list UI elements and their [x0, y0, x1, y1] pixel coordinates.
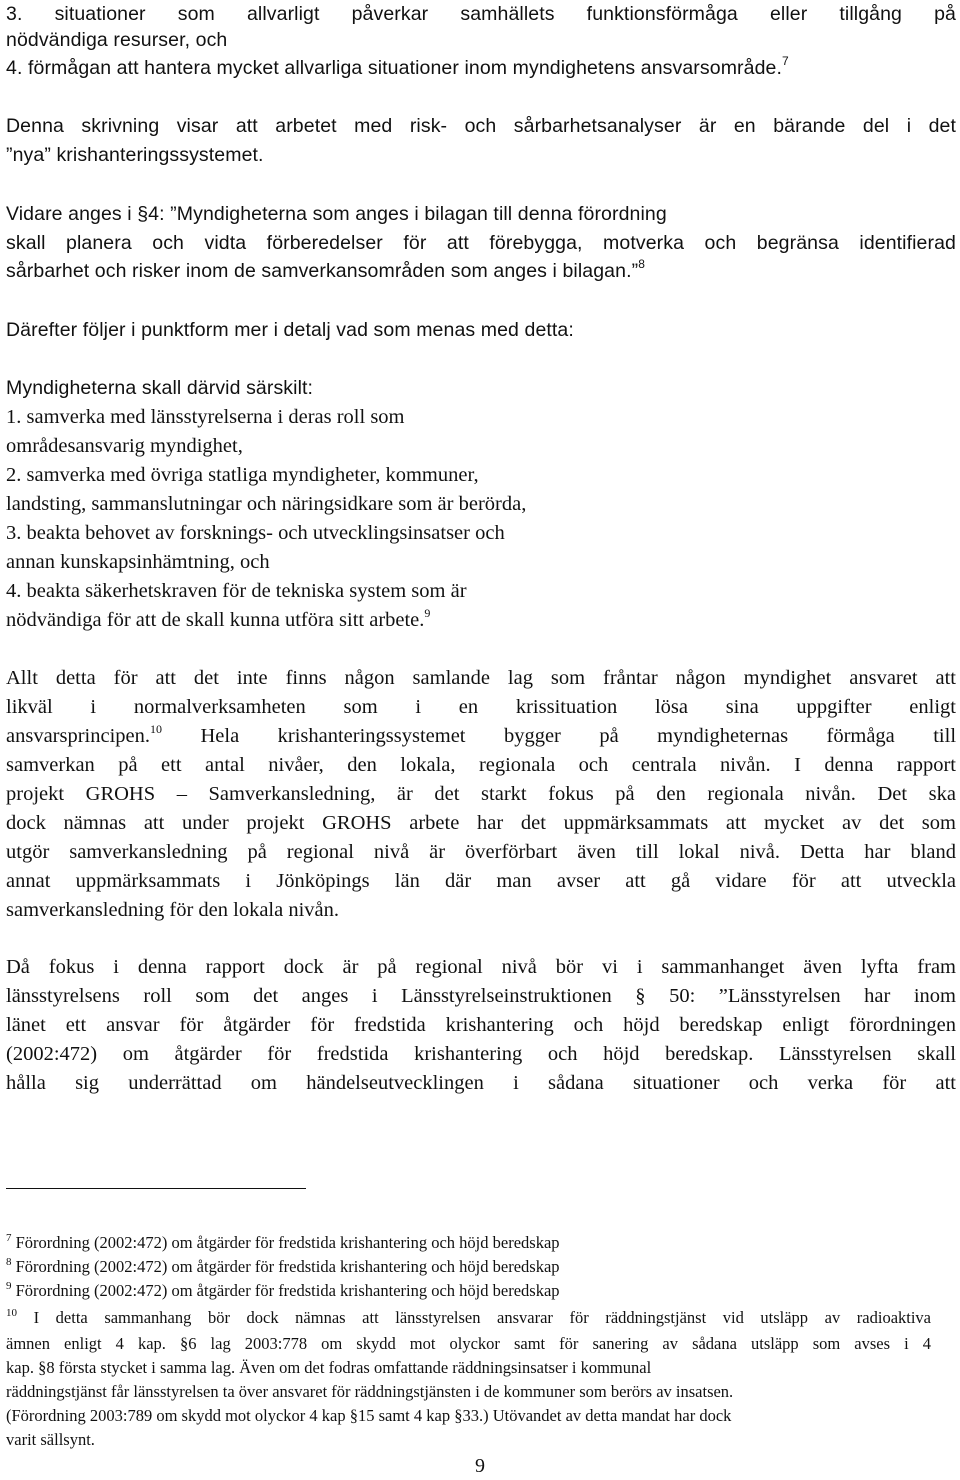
footnote-9: $^9$ Förordning (2002:472) om åtgärder för fredstida krishantering och höjd beredskap — [6, 1280, 560, 1300]
quoted-list-item: 4. beakta säkerhetskraven för de tekniska system som är — [6, 580, 467, 602]
paragraph-2-line: sårbarhet och risker inom de samverkansområden som anges i bilagan.”$^8$ — [6, 257, 645, 282]
list-item-3-cont: nödvändiga resurser, och — [6, 29, 228, 51]
footnote-separator — [6, 1188, 306, 1189]
list-item-3: 3. situationer som allvarligt påverkar samhällets funktionsförmåga eller tillgång på — [6, 3, 956, 25]
paragraph-2-line: Vidare anges i §4: ”Myndigheterna som anges i bilagan till denna förordning — [6, 203, 667, 225]
paragraph-4-line: likväl i normalverksamheten som i en krissituation lösa sina uppgifter enligt — [6, 696, 956, 718]
quoted-list-item: annan kunskapsinhämtning, och — [6, 551, 270, 573]
paragraph-2-line: skall planera och vidta förberedelser för att förebygga, motverka och begränsa identifierad — [6, 232, 956, 254]
paragraph-5-line: (2002:472) om åtgärder för fredstida krishantering och höjd beredskap. Länsstyrelsen skall — [6, 1043, 956, 1065]
paragraph-5-line: hålla sig underrättad om händelseutvecklingen i sådana situationer och verka för att — [6, 1072, 956, 1094]
list-item-4: 4. förmågan att hantera mycket allvarliga situationer inom myndighetens ansvarsområde.$^7$ — [6, 54, 789, 79]
paragraph-4-line: utgör samverkansledning på regional nivå är överförbart även till lokal nivå. Detta har bland — [6, 841, 956, 863]
paragraph-4-line: projekt GROHS – Samverkansledning, är det starkt fokus på den regionala nivån. Det ska — [6, 783, 956, 805]
quoted-list-item: områdesansvarig myndighet, — [6, 435, 243, 457]
page-number: 9 — [475, 1455, 485, 1477]
paragraph-1-line: Denna skrivning visar att arbetet med risk- och sårbarhetsanalyser är en bärande del i det — [6, 115, 956, 137]
quoted-list-item: 1. samverka med länsstyrelserna i deras roll som — [6, 406, 405, 428]
list-intro: Myndigheterna skall därvid särskilt: — [6, 377, 314, 399]
paragraph-3: Därefter följer i punktform mer i detalj vad som menas med detta: — [6, 319, 574, 341]
footnote-10-cont: varit sällsynt. — [6, 1430, 95, 1449]
footnote-ref-9: 9 — [424, 606, 431, 620]
footnote-8: $^8$ Förordning (2002:472) om åtgärder för fredstida krishantering och höjd beredskap — [6, 1256, 560, 1276]
footnote-ref-10: 10 — [150, 722, 163, 736]
footnote-ref-8: 8 — [638, 257, 645, 271]
paragraph-1-line: ”nya” krishanteringssystemet. — [6, 144, 264, 166]
paragraph-4-line: dock nämnas att under projekt GROHS arbete har det uppmärksammats att mycket av det som — [6, 812, 956, 834]
quoted-list-item: landsting, sammanslutningar och näringsidkare som är berörda, — [6, 493, 527, 515]
footnote-10: $^{10}$ I detta sammanhang bör dock nämnas att länsstyrelsen ansvarar för räddningstjänst vid utsläpp av radioaktiva — [6, 1307, 932, 1327]
paragraph-5-line: länet ett ansvar för åtgärder för fredstida krishantering och höjd beredskap enligt förordningen — [6, 1014, 956, 1036]
footnote-7: $^7$ Förordning (2002:472) om åtgärder för fredstida krishantering och höjd beredskap — [6, 1232, 560, 1252]
paragraph-5-line: länsstyrelsens roll som det anges i Länsstyrelseinstruktionen § 50: ”Länsstyrelsen har inom — [6, 985, 956, 1007]
paragraph-4-line: Allt detta för att det inte finns någon samlande lag som fråntar någon myndighet ansvaret att — [6, 667, 956, 689]
paragraph-4-line: samverkansledning för den lokala nivån. — [6, 899, 340, 921]
paragraph-4-line: ansvarsprincipen.$^{10}$ Hela krishanteringssystemet bygger på myndigheternas förmåga till — [6, 722, 957, 747]
paragraph-4-line: annat uppmärksammats i Jönköpings län där man avser att gå vidare för att utveckla — [6, 870, 956, 892]
footnote-10-cont: (Förordning 2003:789 om skydd mot olyckor 4 kap §15 samt 4 kap §33.) Utövandet av detta mandat har dock — [6, 1406, 732, 1425]
quoted-list-item: 2. samverka med övriga statliga myndigheter, kommuner, — [6, 464, 479, 486]
footnote-10-cont: räddningstjänst får länsstyrelsen ta över ansvaret för räddningstjänsten i de kommuner som berörs av insatsen. — [6, 1382, 734, 1401]
footnote-ref-7: 7 — [781, 54, 789, 68]
quoted-list-item: 3. beakta behovet av forsknings- och utvecklingsinsatser och — [6, 522, 505, 544]
footnote-10-cont: kap. §8 första stycket i samma lag. Även om det fodras omfattande räddningsinsatser i kommunal — [6, 1358, 652, 1377]
quoted-list-item: nödvändiga för att de skall kunna utföra sitt arbete.$^9$ — [6, 606, 431, 631]
footnote-10-cont: ämnen enligt 4 kap. §6 lag 2003:778 om skydd mot olyckor samt för sanering av sådana utsläpp som avses i 4 — [6, 1334, 931, 1353]
paragraph-4-line: samverkan på ett antal nivåer, den lokala, regionala och centrala nivån. I denna rapport — [6, 754, 956, 776]
paragraph-5-line: Då fokus i denna rapport dock är på regional nivå bör vi i sammanhanget även lyfta fram — [6, 956, 956, 978]
